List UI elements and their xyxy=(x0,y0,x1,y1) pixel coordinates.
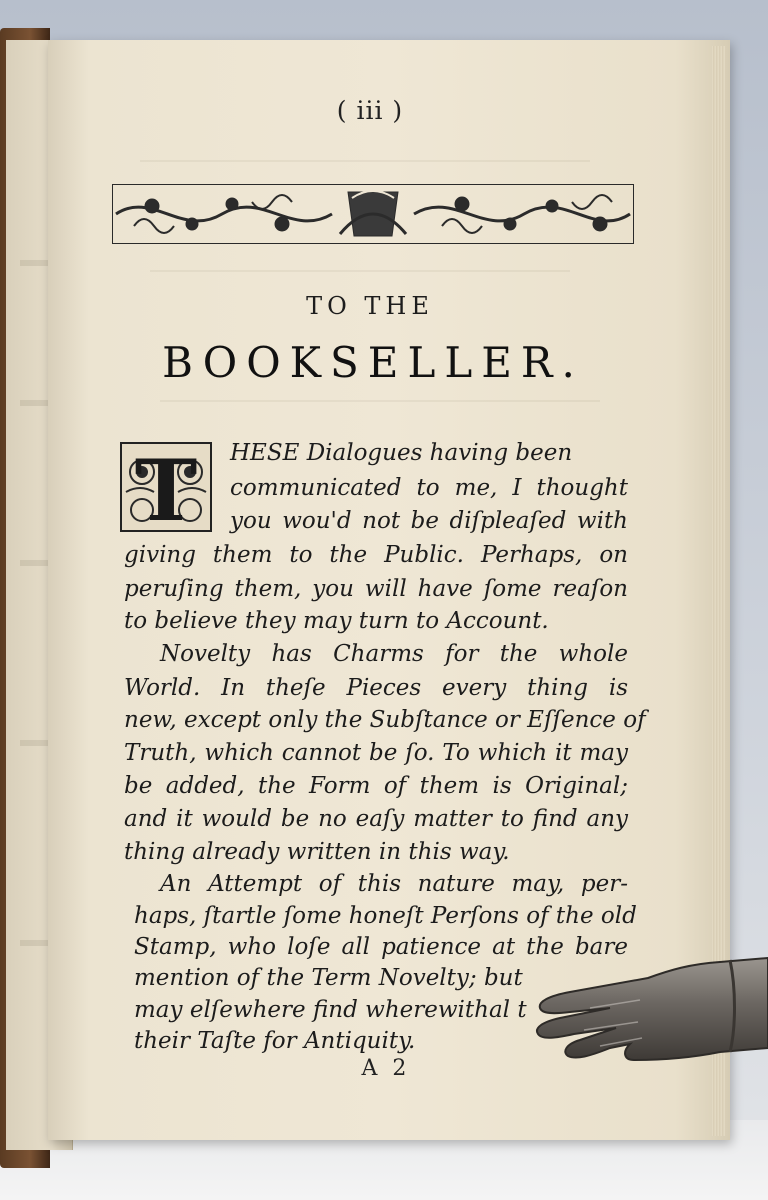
body-line: new, except only the Subſtance or Eſſence of xyxy=(124,707,646,733)
show-through xyxy=(150,270,570,272)
body-line: and it would be no eaſy matter to find any xyxy=(124,806,628,832)
page-number: ( iii ) xyxy=(336,96,404,125)
body-line: thing already written in this way. xyxy=(124,839,510,865)
body-line: their Taſte for Antiquity. xyxy=(134,1028,416,1054)
left-page-bleed xyxy=(20,560,50,566)
show-through xyxy=(160,400,600,402)
body-line: be added, the Form of them is Original; xyxy=(124,773,628,799)
heading-to-the: TO THE xyxy=(306,292,434,320)
dropcap-letter: T xyxy=(134,442,198,532)
body-line: mention of the Term Novelty; but xyxy=(134,965,523,991)
pointing-hand-icon xyxy=(530,948,768,1078)
show-through xyxy=(140,160,590,162)
body-line: to believe they may turn to Account. xyxy=(124,608,549,634)
floral-ornament-icon xyxy=(112,184,634,244)
body-line: giving them to the Public. Perhaps, on xyxy=(124,542,628,568)
heading-bookseller: BOOKSELLER. xyxy=(162,338,584,387)
body-line: HESE Dialogues having been xyxy=(230,440,573,466)
body-line: Truth, which cannot be ſo. To which it may xyxy=(124,740,628,766)
body-line: Stamp, who loſe all patience at the bare xyxy=(134,934,628,960)
body-line: An Attempt of this nature may, per- xyxy=(160,871,628,897)
body-line: World. In theſe Pieces every thing is xyxy=(124,675,628,701)
body-line: you wou'd not be diſpleaſed with xyxy=(230,508,628,534)
body-line: peruſing them, you will have ſome reaſon xyxy=(124,576,628,602)
body-line: Novelty has Charms for the whole xyxy=(160,641,628,667)
body-line: haps, ſtartle ſome honeſt Perſons of the old xyxy=(134,903,637,929)
signature-mark: A 2 xyxy=(361,1056,411,1081)
ornamental-initial-icon xyxy=(120,442,212,532)
body-line: communicated to me, I thought xyxy=(230,475,628,501)
body-line: may elſewhere find wherewithal t xyxy=(134,997,527,1023)
